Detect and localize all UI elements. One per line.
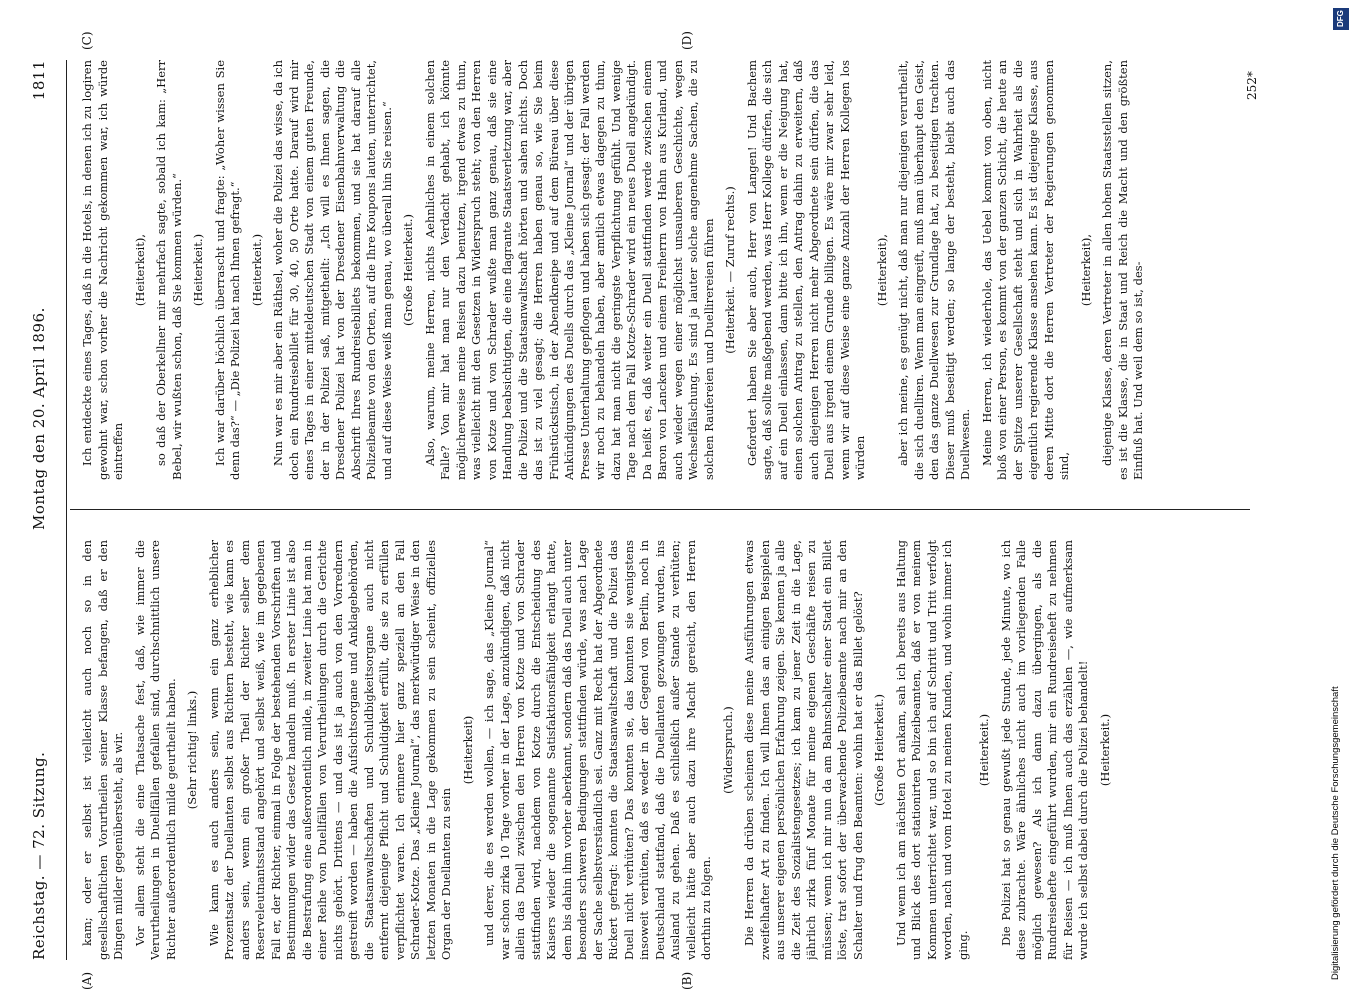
page-code: 252*	[1245, 71, 1259, 100]
paragraph: Die Polizei hat so genau gewußt jede Stunde, jede Minute, wo ich diese zubrachte. Wäre ähnliches nicht auch im vorliegenden Falle möglich gewesen? Als ich dann dazu übergingen, als die Rundreisehefte eingeführt wurden, mir ein Rundreiseheft zu nehmen für Reisen — ich muß Ihnen auch das erzählen —, wie aufmerksam wurde ich selbst dabei durch die Polizei behandelt!	[998, 540, 1090, 960]
marker-a: (A)	[80, 971, 94, 990]
paragraph: diejenige Klasse, deren Vertreter in allen hohen Staatsstellen sitzen, es ist die Klasse, die in Staat und Reich die Macht und den größten Einfluß hat. Und weil dem so ist, des-	[1100, 60, 1145, 480]
header-page-number: 1811	[30, 60, 48, 101]
column-rule	[70, 509, 1250, 510]
paragraph: Ich war darüber höchlich überrascht und fragte: „Woher wissen Sie denn das?“ — „Die Polizei hat nach Ihnen gefragt.“	[212, 60, 242, 480]
paragraph: Und wenn ich am nächsten Ort ankam, sah ich bereits aus Haltung und Blick des dort stationirten Polizeibeamten, daß er von meinem Kommen unterrichtet war, und so bin ich auf Schritt und Tritt verfolgt worden, nach und vom Hotel zu meinen Kunden, und wohin immer ich ging.	[893, 540, 970, 960]
paragraph: (Heiterkeit),	[132, 233, 147, 307]
paragraph: (Große Heiterkeit.)	[401, 214, 415, 326]
text-column-left	[80, 540, 1240, 960]
text-column-right	[80, 60, 1240, 480]
paragraph: Gefordert haben Sie aber auch, Herr von Langen! Und Bachem sagte, daß sollte maßgebend werden, was Herr Kollege dürfen, die sich auf ein Duell einlassen, dann bitte ich ihn, wenn er die Neigung hat, einen solchen Antrag zu stellen, den Antrag dahin zu erweitern, daß auch diejenigen Herren nicht mehr Abgeordnete sein dürfen, die das Duell aus irgend einem Grunde billigen. Es wäre mir zwar sehr leid, wenn wir auf diese Weise eine ganze Anzahl der Herren Kollegen los würden	[744, 60, 867, 480]
marker-d: (D)	[680, 31, 694, 50]
paragraph: aber ich meine, es genügt nicht, daß man nur diejenigen verurtheilt, die sich duelliren. Wenn man eingreift, muß man überhaupt den Geist, den das ganze Duellwesen zur Grundlage hat, zu beseitigen trachten. Dieser muß beseitigt werden; so lange der besteht, bleibt auch das Duellwesen.	[896, 60, 972, 480]
paragraph: (Große Heiterkeit.)	[872, 694, 886, 806]
header-rule	[66, 60, 67, 960]
dfg-logo: DFG	[1333, 8, 1349, 30]
paragraph: (Heiterkeit.)	[1097, 713, 1112, 787]
paragraph: und derer, die es werden wollen, — ich sage, das „Kleine Journal“ war schon zirka 10 Tage vorher in der Lage, anzukündigen, daß nicht allein das Duell zwischen den Herren von Kotze und von Schrader stattfinden wird, nachdem von Kotze durch die Entscheidung des Kaisers wieder die sogenannte Satisfaktionsfähigkeit erlangt hatte, dem bis dahin ihm vorher aberkannt, sondern daß das Duell auch unter besonders schweren Bedingungen stattfinden würde, was nach Lage der Sache selbstverständlich sei. Ganz mit Recht hat der Abgeordnete Rickert gefragt: konnten die Staatsanwaltschaft und die Polizei das Duell nicht verhüten? Das konnten sie, das konnten sie wenigstens insoweit verhüten, daß es weder in der Gegend von Berlin, noch in Deutschland stattfand, daß die Duellanten gezwungen wurden, ins Ausland zu gehen. Daß es schließlich außer Stande zu verhüten; vielleicht hätte aber auch dazu ihre Macht gereicht, den Herren dorthin zu folgen.	[482, 540, 713, 960]
paragraph: (Sehr richtig! links.)	[185, 690, 199, 810]
paragraph: (Heiterkeit.)	[249, 233, 264, 307]
marker-b: (B)	[680, 971, 694, 990]
digitization-credit: Digitalisierung gefördert durch die Deutsche Forschungsgemeinschaft	[1330, 686, 1341, 980]
paragraph: Die Herren da drüben scheinen diese meine Ausführungen etwas zweifelhafter Art zu finden. Ich will Ihnen das an einigen Beispielen aus unserer eigenen persönlichen Erfahrung zeigen. Sie kennen ja alle die Zeit des Sozialistengesetzes; ich kam zu jener Zeit in die Lage, jährlich zirka fünf Monate für meine eigenen Geschäfte reisen zu müssen; wenn ich mir nun da am Bahnschalter einer Stadt ein Billet löste, trat sofort der überwachende Polizeibeamte nach mir an den Schalter und frug den Beamten: wohin hat er das Billet gelöst?	[742, 540, 865, 960]
paragraph: Wie kann es auch anders sein, wenn ein ganz erheblicher Prozentsatz der Duellanten selbst aus Richtern besteht, wie kann es anders sein, wenn ein großer Theil der Richter selber dem Reserveleutnantsstand angehört und selbst weiß, wie im gegebenen Fall er, der Richter, einmal in Folge der bestehenden Vorschriften und Bestimmungen wider das Gesetz handeln muß. In erster Linie ist also die Bestrafung eine außerordentlich milde, in zweiter Linie hat man in einer Reihe von Duellfällen von Verurtheilungen durch die Gerichte nichts gehört. Drittens — und das ist ja auch von den Vorrednern gestreift worden — haben die Aufsichtsorgane und Anklagebehörden, die Staatsanwaltschaften und Schuldbigkeitsorgane auch nicht entfernt diejenige Pflicht und Schuldigkeit erfüllt, die sie zu erfüllen verpflichtet waren. Ich erinnere hier ganz speziell an den Fall Schrader-Kotze. Das „Kleine Journal“, das merkwürdiger Weise in den letzten Monaten in die Lage gekommen zu sein scheint, offizielles Organ der Duellanten zu sein	[206, 540, 453, 960]
paragraph: (Heiterkeit.)	[977, 713, 991, 787]
paragraph: Ich entdeckte eines Tages, daß in die Hotels, in denen ich zu logiren gewohnt war, schon vorher die Nachricht gekommen war, ich würde eintreffen	[80, 60, 125, 480]
paragraph: (Heiterkeit. — Zuruf rechts.)	[723, 186, 737, 354]
paragraph: Vor allem steht die eine Thatsache fest, daß, wie immer die Verurtheilungen in Duellfällen gefallen sind, durchschnittlich unsere Richter außerordentlich milde geurtheilt haben.	[132, 540, 178, 960]
header-left: Reichstag. — 72. Sitzung.	[30, 751, 48, 960]
paragraph: Nun war es mir aber ein Räthsel, woher die Polizei das wisse, da ich doch ein Rundreisebillet für 30, 40, 50 Orte hatte. Darauf wird mir eines Tages in einer mitteldeutschen Stadt von einem guten Freunde, der in der Polizei saß, mitgetheilt: „Ich will es Ihnen sagen, die Dresdener Polizei hat von der Dresdener Eisenbahnverwaltung die Abschrift Ihres Rundreisebillets bekommen, und sie hat darauf alle Polizeibeamte von den Orten, auf die Ihre Koupons lauten, unterrichtet, und auf diese Weise weiß man genau, wo überall hin Sie reisen.“	[271, 60, 394, 480]
paragraph: (Widerspruch.)	[720, 706, 735, 794]
header-date: Montag den 20. April 1896.	[30, 307, 48, 530]
marker-c: (C)	[80, 31, 94, 50]
paragraph: (Heiterkeit.)	[191, 233, 205, 307]
paragraph: Also, warum, meine Herren, nichts Aehnliches in einem solchen Falle? Von mir hat man nur den Verdacht gehabt, ich könnte möglicherweise meine Reisen dazu benutzen, irgend etwas zu thun, was vielleicht mit den Gesetzen in Widerspruch steht; von den Herren von Kotze und von Schrader wußte man ganz genau, daß sie eine Handlung beabsichtigten, die eine flagrante Staatsverletzung war, aber die Polizei und die Staatsanwaltschaft hörten und sahen nichts. Doch das ist zu viel gesagt; die Herren haben genau so, wie Sie beim Frühstückstisch, in der Abendkneipe und auf dem Büreau über diese Ankündigungen des Duells durch das „Kleine Journal“ und der übrigen Presse Unterhaltung gepflogen und haben sich gesagt: der Fall werden wir noch zu behandeln haben, aber amtlich etwas dagegen zu thun, dazu hat man nicht die geringste Verpflichtung gefühlt. Und wenige Tage nach dem Fall Kotze-Schrader wird ein neues Duell angekündigt. Da heißt es, daß weiter ein Duell stattfinden werde zwischen einem Baron von Lancken und einem Freiherrn von Hahn aus Kurland, und auch wieder wegen einer möglichst unsauberen Geschichte, wegen Wechselfälschung. Es sind ja lauter solche angenehme Sachen, die zu solchen Raufereien und Duellirereien führen	[422, 60, 716, 480]
paragraph: kam; oder er selbst ist vielleicht auch noch so in den gesellschaftlichen Vorurtheilen seiner Klasse befangen, daß er den Dingen milder gegenübersteht, als wir.	[80, 540, 125, 960]
page-header	[30, 60, 70, 960]
paragraph: (Heiterkeit)	[460, 715, 475, 785]
paragraph: (Heiterkeit),	[1078, 233, 1093, 307]
paragraph: (Heiterkeit),	[874, 233, 889, 307]
paragraph: Meine Herren, ich wiederhole, das Uebel kommt von oben, nicht bloß von einer Person, es kommt von der ganzen Schicht, die heute an der Spitze unserer Gesellschaft steht und sich in Wahrheit als die eigentlich regierende Klasse ansehen kann. Es ist diejenige Klasse, aus deren Mitte dort die Herren Vertreter der Regierungen genommen sind,	[979, 60, 1071, 480]
paragraph: so daß der Oberkellner mir mehrfach sagte, sobald ich kam: „Herr Bebel, wir wußten schon, daß Sie kommen würden.“	[154, 60, 184, 480]
